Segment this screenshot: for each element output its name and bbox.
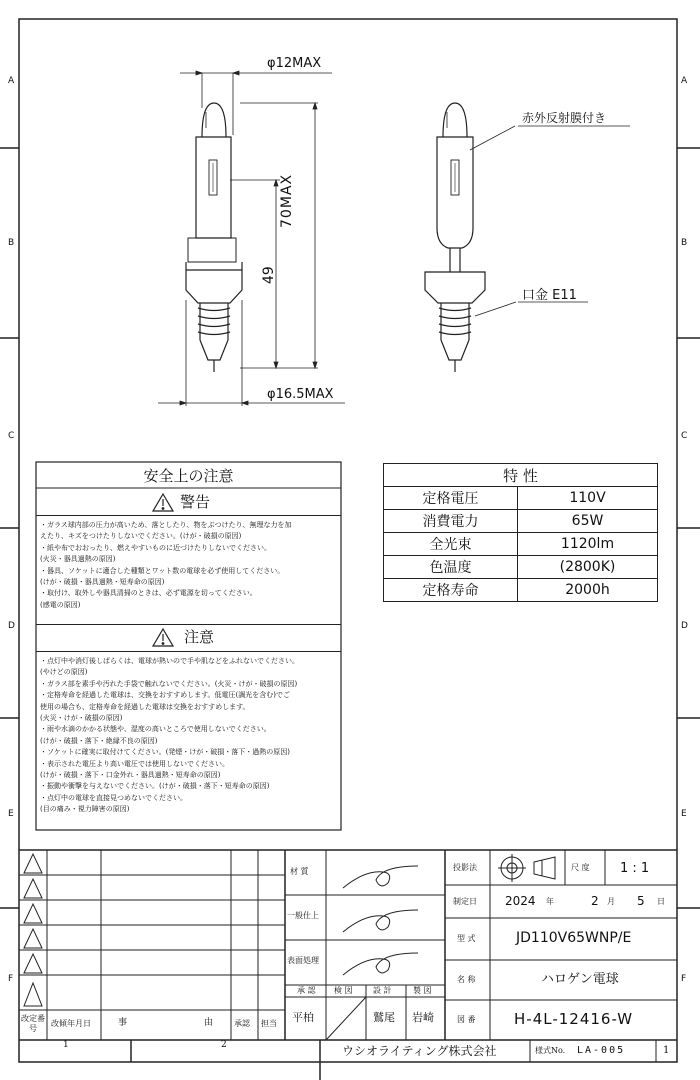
caution-line: ・表示された電圧より高い電圧では使用しないでください。	[40, 759, 229, 768]
signature-scribbles	[343, 866, 418, 975]
zone-mark-left-b: B	[8, 238, 15, 248]
projection-label: 投影法	[453, 863, 477, 872]
date-day: 5	[637, 894, 645, 908]
caution-line: ・点灯中の電球を直接見つめないでください。	[40, 793, 187, 802]
caution-list	[40, 656, 340, 816]
form-label: 様式No.	[535, 1046, 566, 1055]
spec-value: 65W	[518, 510, 658, 533]
caution-line: ・雨や水滴のかかる状態や、湿度の高いところで使用しないでください。	[40, 725, 271, 734]
caution-header: 注意	[184, 628, 215, 646]
warning-triangle-icon	[153, 494, 173, 511]
signature-approve: 平柏	[292, 1011, 314, 1024]
rev-col-reason: 由	[204, 1018, 214, 1028]
signature-design: 鷲尾	[373, 1011, 395, 1024]
spec-row	[384, 487, 658, 510]
caution-line: ・点灯中や消灯後しばらくは、電球が熱いので手や肌などをふれないでください。	[40, 657, 299, 665]
rev-col-mark: 改定番号	[21, 1014, 45, 1033]
spec-row	[384, 510, 658, 533]
zone-mark-right-f: F	[681, 974, 687, 984]
spec-label: 全光束	[384, 533, 518, 556]
rev-col-item: 事	[118, 1018, 128, 1028]
zone-mark-left-d: D	[8, 621, 15, 631]
warning-line: (感電の原因)	[40, 600, 81, 609]
caution-line: (けが・破損・落下・絶縁不良の原因)	[40, 736, 158, 745]
company-name: ウシオライティング株式会社	[342, 1044, 497, 1058]
zone-mark-right-b: B	[681, 238, 688, 248]
warning-line: (火災・器具過熱の原因)	[40, 555, 116, 564]
warning-line: ・器具、ソケットに適合した種類とワット数の電球を必ず使用してください。	[40, 566, 285, 575]
rev-col-approve: 承認	[234, 1019, 250, 1028]
projection-symbol-icon	[498, 854, 555, 882]
caution-line: ・定格寿命を経過した電球は、交換をおすすめします。低電圧(調光を含む)でご	[40, 691, 290, 700]
title-block-grid	[19, 850, 677, 1062]
approval-label-approve: 承 認	[297, 986, 316, 995]
zone-mark-left-a: A	[8, 76, 15, 86]
warning-divider	[36, 515, 341, 516]
name-label: 名 称	[457, 975, 476, 984]
warning-line: ・紙や布でおおったり、燃えやすいものに近づけたりしないでください。	[40, 543, 271, 552]
date-year-unit: 年	[546, 897, 554, 906]
name-value: ハロゲン電球	[541, 972, 619, 987]
dimension-lines	[158, 71, 345, 406]
label-ir-coating: 赤外反射膜付き	[522, 111, 607, 125]
label-base-e11: 口金 E11	[522, 288, 577, 303]
spec-label: 定格電圧	[384, 487, 518, 510]
zone-mark-left-f: F	[8, 974, 14, 984]
spec-row	[384, 579, 658, 602]
zone-mark-left-e: E	[8, 809, 14, 819]
spec-table	[383, 463, 658, 602]
zone-mark-bottom-2: 2	[221, 1040, 227, 1050]
warning-list	[40, 520, 340, 611]
zone-mark-right-c: C	[681, 431, 688, 441]
sheet-number: 1	[663, 1045, 670, 1056]
caution-line: (目の痛み・視力障害の原因)	[40, 805, 130, 814]
date-day-unit: 日	[657, 897, 665, 906]
caution-line: ・振動や衝撃を与えないでください。(けが・破損・落下・短寿命の原因)	[40, 782, 270, 791]
signature-draft: 岩崎	[412, 1011, 434, 1024]
scale-label: 尺 度	[571, 863, 590, 872]
date-label: 制定日	[453, 897, 477, 906]
date-year: 2024	[505, 894, 536, 908]
spec-label: 定格寿命	[384, 579, 518, 602]
model-label: 型 式	[457, 934, 476, 943]
drawing-no-label: 図 番	[457, 1015, 476, 1024]
date-month: 2	[591, 894, 599, 908]
warning-line: ・取付け、取外しや器具清掃のときは、必ず電源を切ってください。	[40, 589, 257, 598]
safety-title: 安全上の注意	[143, 467, 234, 485]
spec-value: 110V	[518, 487, 658, 510]
warning-line: えたり、キズをつけたりしないでください。(けが・破損の原因)	[40, 532, 242, 541]
dim-length-center: 49	[261, 266, 277, 284]
warning-header: 警告	[180, 493, 211, 511]
approval-label-check: 検 図	[334, 986, 353, 995]
caution-divider-top	[36, 624, 341, 625]
scale-value: 1 : 1	[620, 861, 650, 876]
spec-label: 色温度	[384, 556, 518, 579]
caution-line: ・ガラス部を素手や汚れた手袋で触れないでください。(火災・けが・破損の原因)	[40, 679, 298, 688]
spec-value: 1120lm	[518, 533, 658, 556]
general-finish-label: 一般仕上	[287, 911, 319, 920]
dim-diameter-base: φ16.5MAX	[267, 387, 334, 402]
caution-line: (火災・けが・破損の原因)	[40, 714, 123, 723]
spec-value: 2000h	[518, 579, 658, 602]
caution-triangle-icon	[153, 629, 173, 646]
date-month-unit: 月	[607, 897, 615, 906]
zone-mark-left-c: C	[8, 431, 15, 441]
rev-col-date: 改傾年月日	[51, 1019, 91, 1028]
lamp-front-view	[186, 103, 242, 372]
material-label: 材 質	[290, 867, 309, 876]
caution-line: (けが・破損・落下・口金外れ・器具過熱・短寿命の原因)	[40, 771, 221, 780]
revision-triangle-icons	[24, 854, 42, 1006]
zone-mark-right-e: E	[681, 809, 687, 819]
spec-row	[384, 533, 658, 556]
dim-diameter-top: φ12MAX	[267, 56, 322, 71]
spec-title: 特 性	[384, 464, 658, 487]
spec-value: (2800K)	[518, 556, 658, 579]
zone-mark-bottom-1: 1	[63, 1040, 69, 1050]
form-number: LA-005	[577, 1045, 626, 1056]
model-value: JD110V65WNP/E	[516, 930, 632, 946]
dim-length-total: 70MAX	[279, 173, 295, 228]
zone-mark-right-d: D	[681, 621, 688, 631]
zone-mark-right-a: A	[681, 76, 688, 86]
caution-line: (やけどの原因)	[40, 668, 88, 677]
approval-label-draft: 製 図	[413, 986, 432, 995]
approval-label-design: 設 計	[373, 986, 392, 995]
drawing-no-value: H-4L-12416-W	[514, 1010, 634, 1028]
lamp-side-view	[425, 103, 630, 372]
spec-label: 消費電力	[384, 510, 518, 533]
caution-divider	[36, 651, 341, 652]
spec-row	[384, 556, 658, 579]
caution-line: ・ソケットに確実に取付けてください。(発煙・けが・破損・落下・過熱の原因)	[40, 748, 291, 757]
rev-col-charge: 担当	[261, 1019, 277, 1028]
caution-line: 使用の場合も、定格寿命を経過した電球は交換をおすすめします。	[40, 702, 250, 711]
warning-line: ・ガラス球内部の圧力が高いため、落としたり、物をぶつけたり、無理な力を加	[40, 521, 292, 529]
surface-label: 表面処理	[287, 956, 319, 965]
warning-line: (けが・破損・器具過熱・短寿命の原因)	[40, 578, 165, 587]
